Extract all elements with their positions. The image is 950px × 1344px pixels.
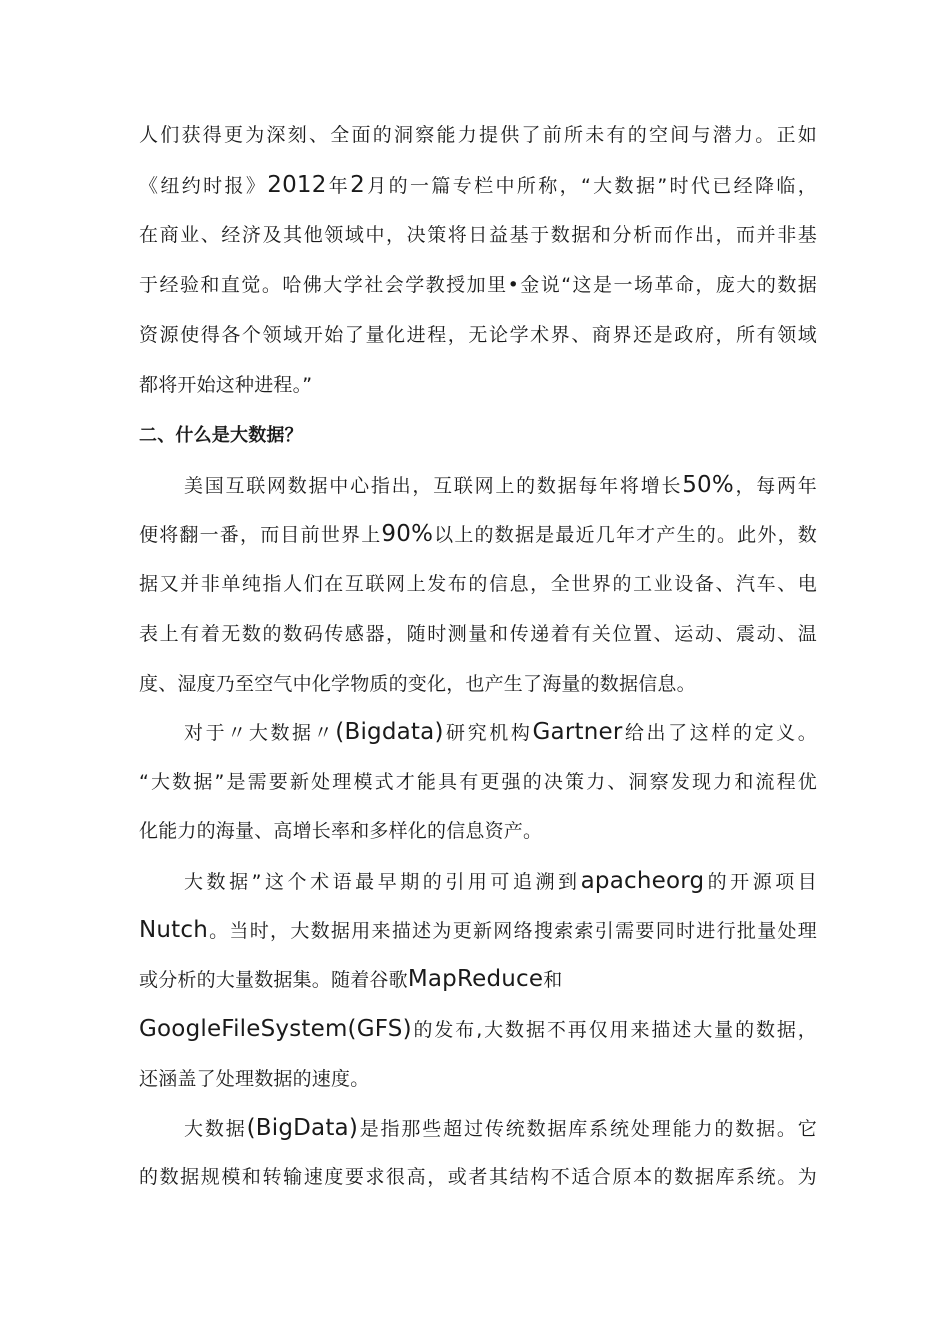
paragraph-line: 或分析的大量数据集。随着谷歌MapReduce和 (139, 966, 563, 992)
paragraph-line: 据又并非单纯指人们在互联网上发布的信息，全世界的工业设备、汽车、电 (139, 573, 817, 595)
paragraph-line: 的数据规模和转输速度要求很高，或者其结构不适合原本的数据库系统。为 (139, 1166, 817, 1188)
paragraph-line: 还涵盖了处理数据的速度。 (139, 1068, 370, 1090)
paragraph-line: 度、湿度乃至空气中化学物质的变化，也产生了海量的数据信息。 (139, 673, 696, 695)
paragraph-line: 资源使得各个领域开始了量化进程，无论学术界、商界还是政府，所有领域 (139, 324, 817, 346)
paragraph-line: 在商业、经济及其他领域中，决策将日益基于数据和分析而作出，而并非基 (139, 224, 817, 246)
paragraph-line: 表上有着无数的数码传感器，随时测量和传递着有关位置、运动、震动、温 (139, 623, 817, 645)
paragraph-line: 于经验和直觉。哈佛大学社会学教授加里•金说“这是一场革命，庞大的数据 (139, 274, 817, 296)
paragraph-line: “大数据”是需要新处理模式才能具有更强的决策力、洞察发现力和流程优 (139, 771, 817, 793)
paragraph-line: 对于〃大数据〃(Bigdata)研究机构Gartner给出了这样的定义。 (184, 719, 817, 745)
paragraph-line: GoogleFileSystem(GFS)的发布,大数据不再仅用来描述大量的数据， (139, 1016, 817, 1042)
paragraph-line: 大数据”这个术语最早期的引用可追溯到apacheorg的开源项目 (184, 868, 817, 894)
paragraph-line: 人们获得更为深刻、全面的洞察能力提供了前所未有的空间与潜力。正如 (139, 124, 817, 146)
section-heading: 二、什么是大数据？ (139, 425, 303, 446)
paragraph-line: 《纽约时报》2012年2月的一篇专栏中所称，“大数据”时代已经降临， (139, 172, 817, 198)
paragraph-line: 都将开始这种进程。” (139, 374, 313, 396)
paragraph-line: 大数据(BigData)是指那些超过传统数据库系统处理能力的数据。它 (184, 1115, 817, 1141)
paragraph-line: 美国互联网数据中心指出，互联网上的数据每年将增长50%，每两年 (184, 472, 817, 498)
paragraph-line: Nutch。当时，大数据用来描述为更新网络搜索索引需要同时进行批量处理 (139, 917, 817, 943)
paragraph-line: 便将翻一番，而目前世界上90%以上的数据是最近几年才产生的。此外，数 (139, 521, 817, 547)
paragraph-line: 化能力的海量、高增长率和多样化的信息资产。 (139, 820, 543, 842)
